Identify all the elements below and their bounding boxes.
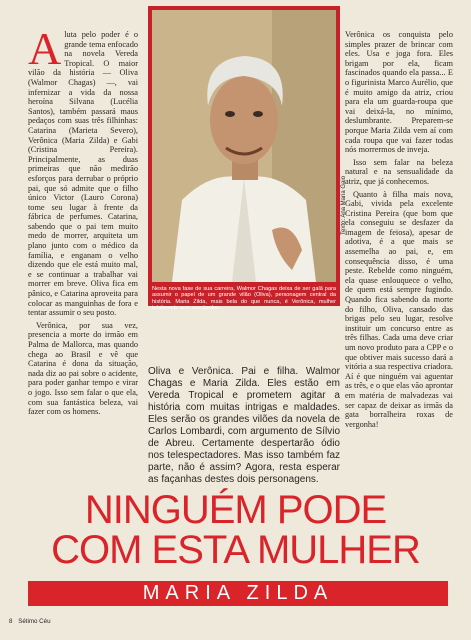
portrait-photo (152, 10, 336, 282)
right-paragraph-3: Quanto à filha mais nova, Gabi, vivida pela excelente Cristina Pereira (que bom que ela conseguiu se desfazer da imagem de feiosa), apesar de adotiva, é a que mais se assemelha ao pai, e, em consequência disso, é uma peste. Rebelde como ninguém, ela quase enlouquece o velho, de quem está sempre fugindo. Quando fica sabendo da morte do filho, Oliva, cansado das brigas pelo seu lugar, resolve instituir um concurso entre as três filhas. Cada uma deve criar um novo produto para a CPP e o que obtiver mais sucesso dará a vitória a sua respectiva criadora. Aí é que ninguém vai aguentar as três, e o que elas vão aprontar em matéria de malvadezas vai ser capaz de deixar as irmãs da gata borralheira roxas de vergonha! (345, 189, 453, 429)
magazine-name: Sétimo Céu (18, 618, 51, 625)
left-text-column (28, 23, 138, 420)
left-paragraph-1-text: luta pelo poder é o grande tema enfocado na novela Vereda Tropical. O maior vilão da história — Oliva (Walmor Chagas) —, vai infernizar a vida da nossa heroína Silvana (Lucélia Santos), também passará maus pedaços com suas três filhinhas: Catarina (Marieta Severo), Verônica (Maria Zilda) e Gabi (Cristina Pereira). Principalmente, as duas primeiras que não medirão esforços para derrubar o próprio pai, que só admite que o filho único Victor (Lauro Corona) tome seu lugar à frente da fábrica de perfumes. Catarina, sabendo que o pai tem muito medo de morrer, arquiteta um plano junto com o médico da família, e enganam o velho dizendo que ele está muito mal, e se continuar a trabalhar vai morrer em breve. Oliva fica em pânico, e Catarina aproveita para colocar as manguinhas de fora e tentar assumir o seu posto. (28, 30, 138, 318)
photo-caption: Nesta nova fase de sua carreira, Walmor Chagas deixa de ser galã para assumir o papel de um grande vilão (Oliva), personagem central da história. Maria Zilda, mais bela do que nunca, é Verônica, mulher totalmente sem escrúpulos. (152, 286, 336, 312)
right-text-column (345, 30, 453, 432)
headline-line-2: COM ESTA MULHER (51, 528, 420, 572)
page-footer (9, 618, 51, 625)
name-band (28, 581, 448, 606)
left-paragraph-1 (28, 23, 138, 318)
page-number: 8 (9, 618, 13, 625)
intro-lead-text: Oliva e Verônica. Pai e filha. Walmor Chagas e Maria Zilda. Eles estão em Vereda Tropical e prometem agitar a história com muitas intrigas e maldades. Eles serão os grandes vilões da novela de Carlos Lombardi, com argumento de Sílvio de Abreu. Certamente despertarão ódio nos telespectadores. Mas isso também faz parte, não é assim? Agora, resta esperar as façanhas destes dois personagens. (148, 366, 340, 485)
drop-cap: A (28, 23, 62, 74)
right-paragraph-1: Verônica os conquista pelo simples prazer de brincar com eles. Usa e joga fora. Eles brigam por ela, ficam fascinados quando ela passa... E o figurinista Marco Aurélio, que é muito amigo da atriz, criou para ela um guarda-roupa que vai deixá-la, no mínimo, deslumbrante. Preparem-se porque Maria Zilda vem aí com cada roupa que vai fazer todas nós morrermos de inveja. (345, 30, 453, 155)
portrait-illustration (152, 10, 336, 282)
right-paragraph-2: Isso sem falar na beleza natural e na sensualidade da atriz, que já conhecemos. (345, 157, 453, 186)
headline (0, 490, 471, 570)
headline-line-1: NINGUÉM PODE (84, 488, 387, 532)
left-paragraph-2: Verônica, por sua vez, presencia a morte do irmão em Palma de Mallorca, mas quando chega ao Brasil e vê que Catarina é dona da situação, nada diz ao pai sobre o acidente, para poder ganhar tempo e virar o jogo. Isso sem falar o que ela, com sua fantástica beleza, vai fazer com os homens. (28, 320, 138, 417)
band-name-text: MARIA ZILDA (142, 582, 334, 604)
photo-credit: Texto: Ana Maria Gaio (341, 175, 347, 235)
